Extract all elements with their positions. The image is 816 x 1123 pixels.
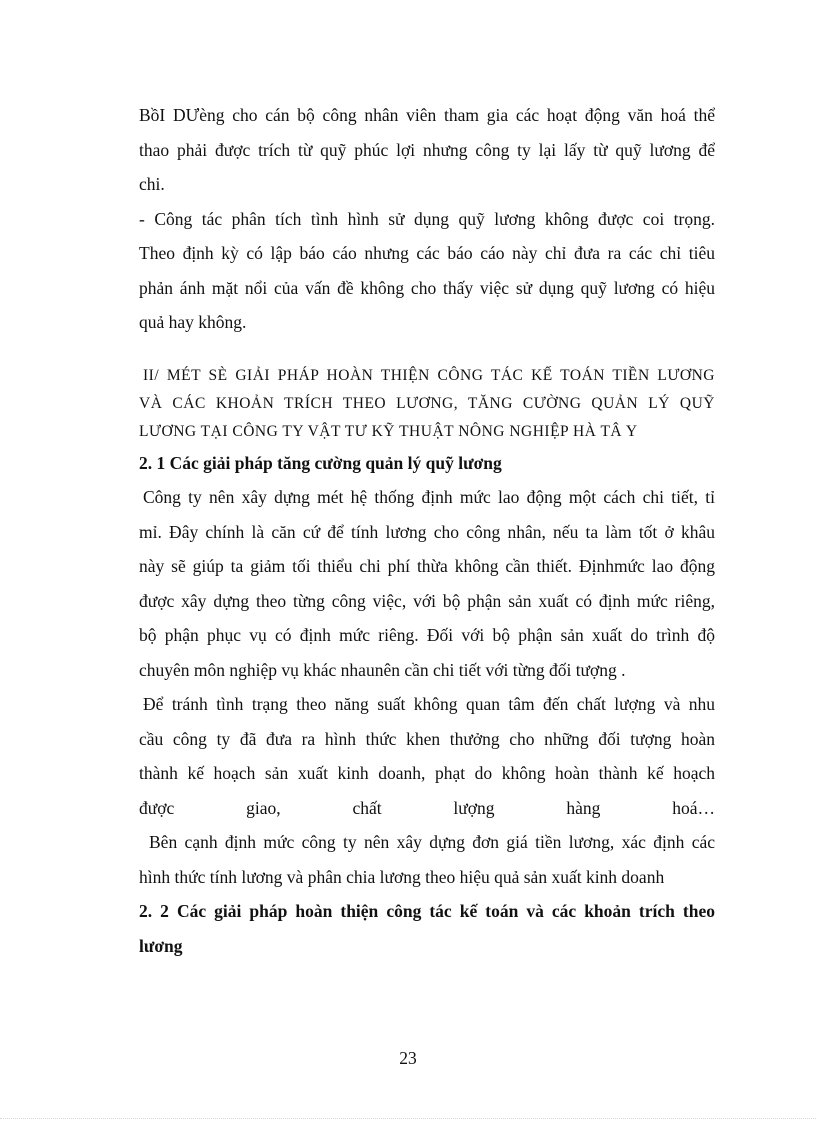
section-heading: [139, 362, 715, 446]
page-edge-divider: [0, 1118, 816, 1120]
heading-line: VÀ CÁC KHOẢN TRÍCH THEO LƯƠNG, TĂNG CƯỜNG QUẢN LÝ QUỸ: [139, 394, 715, 412]
text-line: được xây dựng theo từng công việc, với bộ phận sản xuất có định mức riêng,: [139, 590, 715, 611]
text-line: được giao, chất lượng hàng hoá…: [139, 797, 715, 818]
text-line: bộ phận phục vụ có định mức riêng. Đối với bộ phận sản xuất do trình độ: [139, 625, 715, 645]
text-line: mỉ. Đây chính là căn cứ để tính lương cho công nhân, nếu ta làm tốt ở khâu: [139, 521, 715, 542]
text-line: Để tránh tình trạng theo năng suất không quan tâm đến chất lượng và nhu: [143, 694, 715, 714]
text-line: - Công tác phân tích tình hình sử dụng quỹ lương không được coi trọng.: [139, 208, 715, 229]
text-line: cầu công ty đã đưa ra hình thức khen thưởng cho những đối tượng hoàn: [139, 728, 715, 749]
subheading-accounting: [139, 894, 715, 963]
text-line: BồI DƯèng cho cán bộ công nhân viên tham gia các hoạt động văn hoá thể: [139, 105, 715, 125]
heading-line: II/ MÉT SÈ GIẢI PHÁP HOÀN THIỆN CÔNG TÁC KẾ TOÁN TIỀN LƯƠNG: [143, 366, 715, 384]
text-line: thao phải được trích từ quỹ phúc lợi nhưng công ty lại lấy từ quỹ lương để: [139, 139, 715, 160]
text-line: hình thức tính lương và phân chia lương theo hiệu quả sản xuất kinh doanh: [139, 866, 665, 887]
text-line: quả hay không.: [139, 312, 247, 332]
paragraph-rewards: [139, 687, 715, 825]
document-body: [139, 98, 715, 963]
paragraph-unit-price: [139, 825, 715, 894]
text-line: chi.: [139, 174, 165, 194]
text-line: phản ánh mặt nổi của vấn đề không cho thấy việc sử dụng quỹ lương có hiệu: [139, 277, 715, 298]
text-line: Công ty nên xây dựng mét hệ thống định mức lao động một cách chi tiết, tỉ: [143, 487, 715, 507]
text-line: này sẽ giúp ta giảm tối thiểu chi phí thừa không cần thiết. Địnhmức lao động: [139, 556, 715, 576]
heading-line: lương: [139, 935, 183, 956]
paragraph-welfare-fund: [139, 98, 715, 202]
spacer: [139, 340, 715, 362]
heading-line: 2. 2 Các giải pháp hoàn thiện công tác kế toán và các khoản trích theo: [139, 901, 715, 921]
subheading-wage-fund: 2. 1 Các giải pháp tăng cường quản lý quỹ lương: [139, 452, 502, 473]
heading-line: LƯƠNG TẠI CÔNG TY VẬT TƯ KỸ THUẬT NÔNG NGHIỆP HÀ TÂ Y: [139, 422, 638, 440]
text-line: Bên cạnh định mức công ty nên xây dựng đơn giá tiền lương, xác định các: [149, 832, 715, 852]
page-number: 23: [399, 1048, 417, 1068]
paragraph-labor-norms: [139, 480, 715, 687]
paragraph-wage-analysis: [139, 202, 715, 340]
text-line: chuyên môn nghiệp vụ khác nhaunên cần chi tiết với từng đối tượng .: [139, 659, 626, 680]
text-line: Theo định kỳ có lập báo cáo nhưng các báo cáo này chỉ đưa ra các chỉ tiêu: [139, 243, 715, 263]
text-line: thành kế hoạch sản xuất kinh doanh, phạt do không hoàn thành kế hoạch: [139, 763, 715, 783]
